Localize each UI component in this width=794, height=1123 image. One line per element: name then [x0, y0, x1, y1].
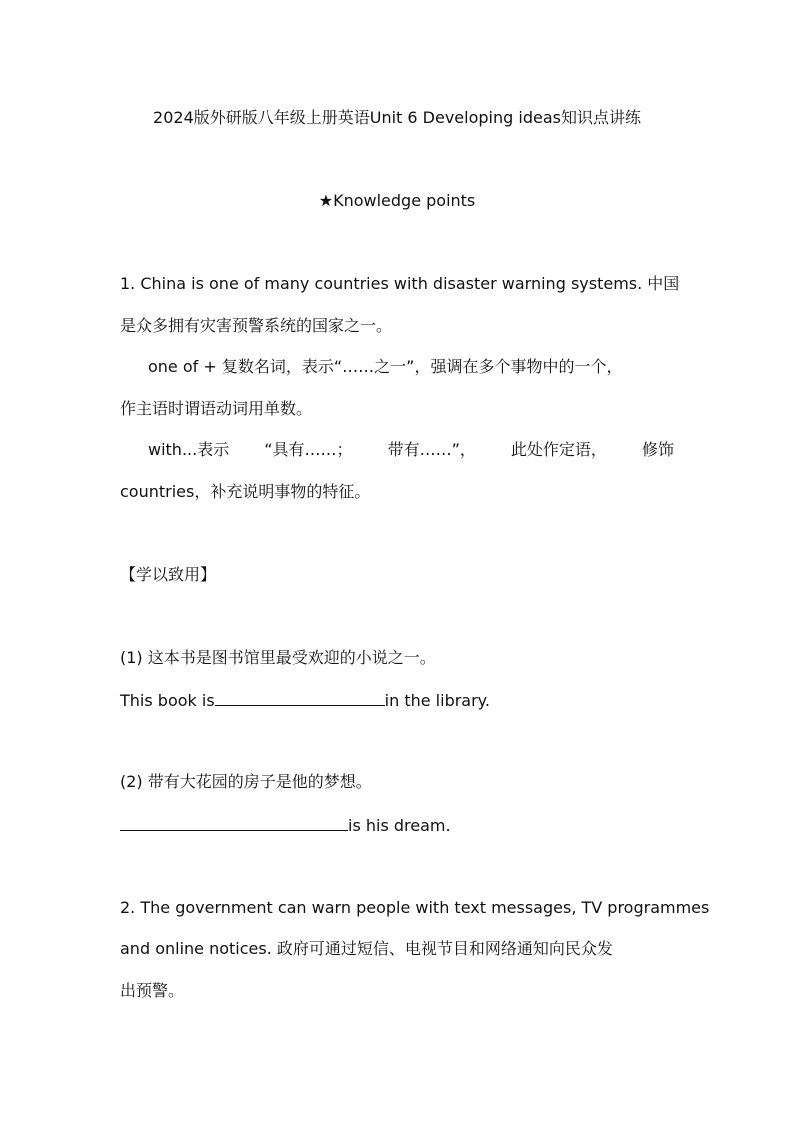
- point2-sentence-line2: and online notices. 政府可通过短信、电视节目和网络通知向民众发: [120, 939, 613, 958]
- exercise1-blank[interactable]: [215, 689, 385, 706]
- point1-sentence-line2: 是众多拥有灾害预警系统的国家之一。: [120, 316, 393, 335]
- document-title: 2024版外研版八年级上册英语Unit 6 Developing ideas知识点讲练: [153, 108, 641, 127]
- point1-note1-line1: one of + 复数名词，表示“……之一”，强调在多个事物中的一个，: [148, 357, 623, 376]
- exercise2-prompt: (2) 带有大花园的房子是他的梦想。: [120, 772, 372, 791]
- exercise1-answer-line: [120, 689, 490, 711]
- point1-note2-line1: [148, 440, 674, 460]
- note2-part: 此处作定语，: [510, 440, 607, 459]
- exercise2-blank[interactable]: [120, 814, 348, 831]
- exercise1-before-text: This book is: [120, 691, 215, 710]
- exercise2-answer-line: [120, 814, 451, 836]
- practice-heading: 【学以致用】: [120, 565, 217, 584]
- exercise1-after-text: in the library.: [384, 691, 490, 710]
- point1-note1-line2: 作主语时谓语动词用单数。: [120, 399, 313, 418]
- exercise1-prompt: (1) 这本书是图书馆里最受欢迎的小说之一。: [120, 648, 436, 667]
- note2-part: “具有……；: [264, 440, 353, 459]
- point1-sentence-line1: 1. China is one of many countries with disaster warning systems. 中国: [120, 274, 680, 293]
- note2-part: 修饰: [641, 440, 674, 459]
- note2-part: 带有……”，: [387, 440, 476, 459]
- point1-note2-line2: countries，补充说明事物的特征。: [120, 482, 371, 501]
- point2-sentence-line1: 2. The government can warn people with text messages, TV programmes: [120, 898, 710, 917]
- exercise2-after-text: is his dream.: [348, 816, 451, 835]
- point2-sentence-line3: 出预警。: [120, 981, 185, 1000]
- section-heading: ★Knowledge points: [318, 191, 476, 210]
- note2-part: with...表示: [148, 440, 230, 459]
